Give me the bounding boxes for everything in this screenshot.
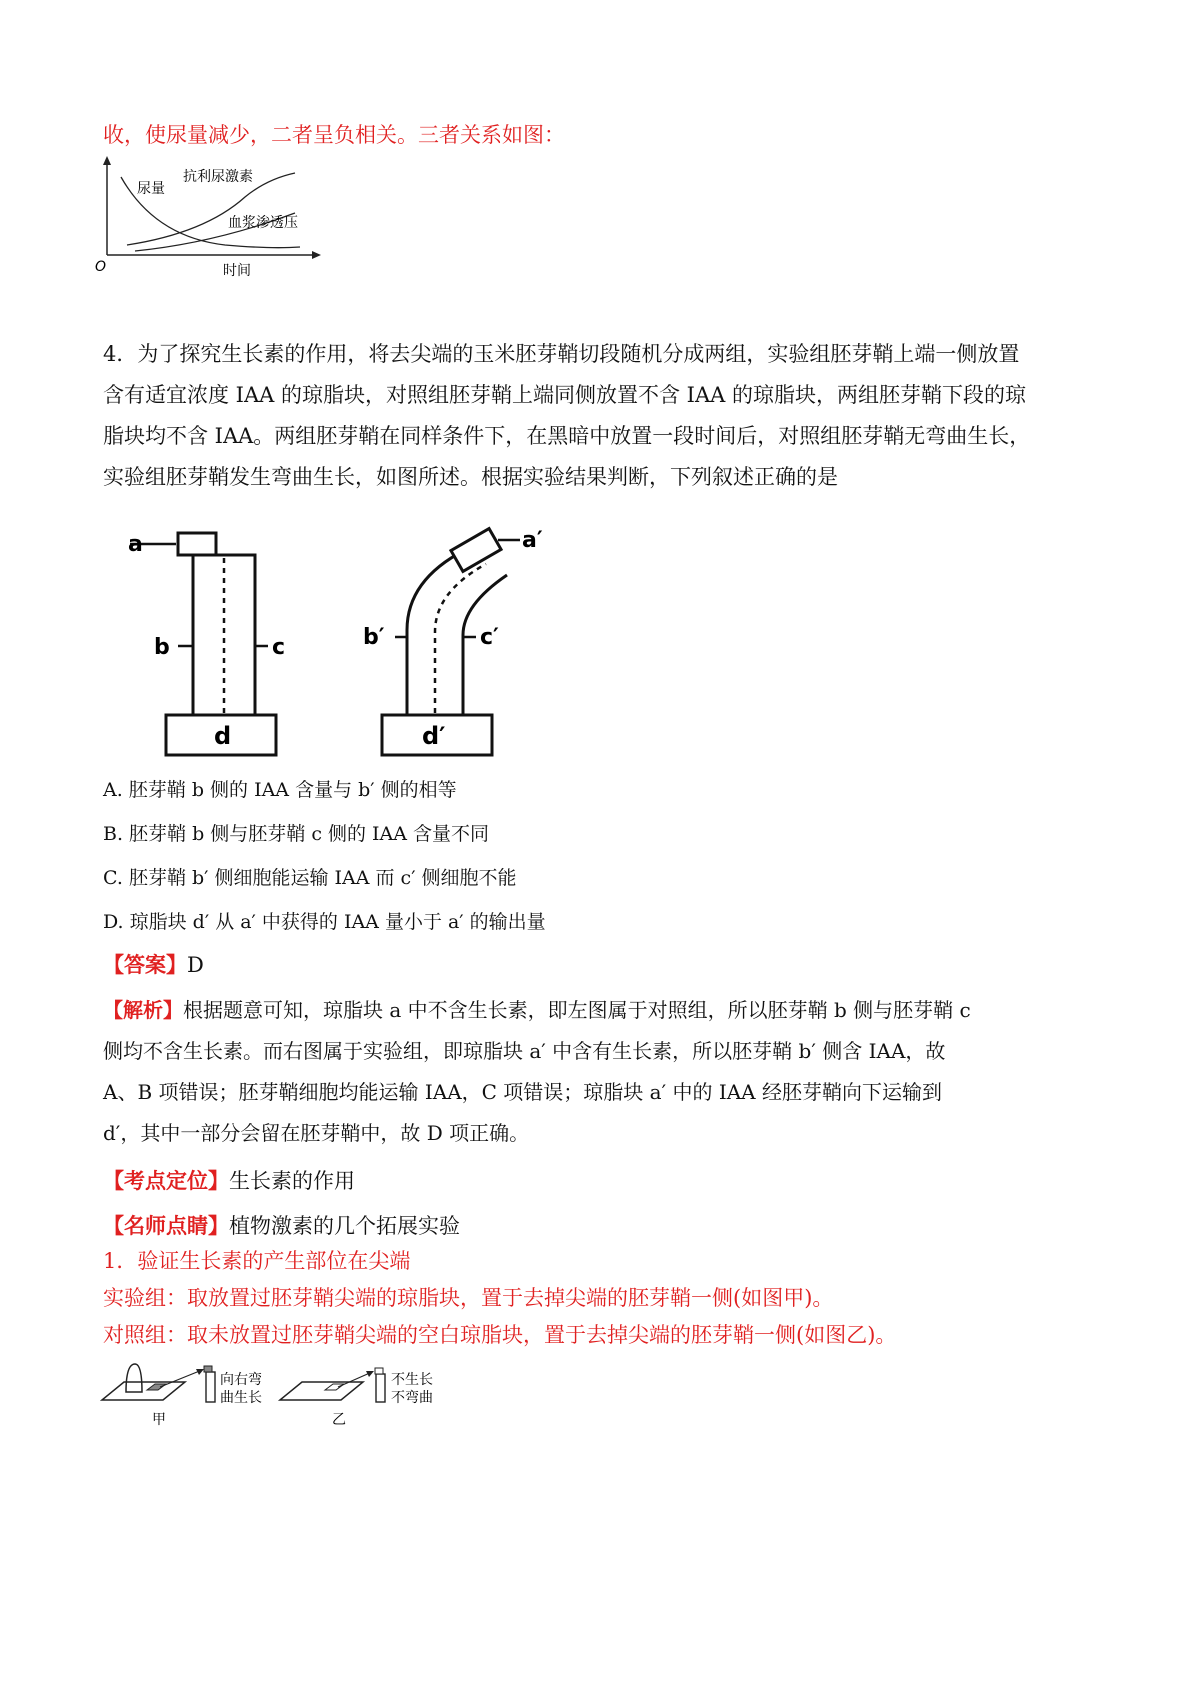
yi-plate [280, 1382, 363, 1400]
label-d-prime: d′ [422, 722, 446, 750]
question-stem [103, 334, 1033, 498]
label-d: d [214, 722, 232, 750]
label-c-prime: c′ [480, 625, 499, 650]
yi-result-1: 不生长 [391, 1372, 433, 1388]
curve-label-osmotic: 血浆渗透压 [228, 215, 298, 231]
yi-label: 乙 [332, 1412, 346, 1428]
option-d: D. 琼脂块 d′ 从 a′ 中获得的 IAA 量小于 a′ 的输出量 [103, 911, 546, 933]
graph-xlabel: 时间 [223, 263, 251, 279]
label-b-prime: b′ [363, 625, 385, 650]
answer-line [103, 950, 204, 980]
analysis-text: 根据题意可知，琼脂块 a 中不含生长素，即左图属于对照组，所以胚芽鞘 b 侧与胚芽鞘 c 侧均不含生长素。而右图属于实验组，即琼脂块 a′ 中含有生长素，所以胚芽鞘 b′ 侧含 IAA，故 A、B 项错误；胚芽鞘细胞均能运输 IAA，C 项错误；琼脂块 a′ 中的 IAA 经胚芽鞘向下运输到 d′，其中一部分会留在胚芽鞘中，故 D 项正确。 [103, 998, 971, 1145]
graph-y-arrow [103, 156, 111, 165]
label-b: b [154, 635, 170, 660]
jia-result-2: 曲生长 [220, 1390, 262, 1406]
answer-label: 【答案】 [103, 952, 187, 977]
question-number: 4． [103, 342, 138, 366]
jia-agar-block [147, 1384, 166, 1390]
answer-value: D [187, 953, 204, 977]
label-a: a [128, 532, 143, 557]
control-group: 对照组：取未放置过胚芽鞘尖端的空白琼脂块，置于去掉尖端的胚芽鞘一侧(如图乙)。 [103, 1323, 897, 1347]
dianjing-value: 植物激素的几个拓展实验 [229, 1214, 460, 1238]
agar-block-a [178, 533, 216, 555]
kaodian-line [103, 1166, 355, 1196]
yi-coleoptile-segment [376, 1374, 385, 1402]
yi-result-2: 不弯曲 [391, 1390, 433, 1406]
curve-label-adh: 抗利尿激素 [183, 169, 253, 185]
jia-result-1: 向右弯 [220, 1372, 262, 1388]
option-c: C. 胚芽鞘 b′ 侧细胞能运输 IAA 而 c′ 侧细胞不能 [103, 867, 517, 889]
question-text: 为了探究生长素的作用，将去尖端的玉米胚芽鞘切段随机分成两组，实验组胚芽鞘上端一侧放置含有适宜浓度 IAA 的琼脂块，对照组胚芽鞘上端同侧放置不含 IAA 的琼脂块，两组胚芽鞘下段的琼脂块均不含 IAA。两组胚芽鞘在同样条件下，在黑暗中放置一段时间后，对照组胚芽鞘无弯曲生长，实验组胚芽鞘发生弯曲生长，如图所述。根据实验结果判断，下列叙述正确的是 [103, 342, 1031, 489]
relationship-graph [95, 155, 325, 280]
jia-coleoptile-segment [206, 1372, 215, 1402]
dianjing-line [103, 1211, 460, 1241]
analysis-label: 【解析】 [103, 998, 183, 1022]
coleoptile-figure [120, 520, 550, 765]
experiment-group: 实验组：取放置过胚芽鞘尖端的琼脂块，置于去掉尖端的胚芽鞘一侧(如图甲)。 [103, 1286, 834, 1310]
label-a-prime: a′ [522, 528, 543, 553]
kaodian-value: 生长素的作用 [229, 1169, 355, 1193]
option-b: B. 胚芽鞘 b 侧与胚芽鞘 c 侧的 IAA 含量不同 [103, 823, 490, 845]
yi-agar-block [325, 1384, 344, 1390]
figure-jia [102, 1364, 262, 1428]
label-c: c [272, 635, 286, 660]
graph-x-arrow [312, 251, 321, 259]
experiment-figures [100, 1358, 460, 1428]
control-coleoptile [128, 532, 285, 755]
experiment-title: 1．验证生长素的产生部位在尖端 [103, 1249, 411, 1273]
jia-plate [102, 1382, 185, 1400]
jia-coleoptile-tip [126, 1364, 142, 1392]
experimental-coleoptile [363, 528, 543, 755]
kaodian-label: 【考点定位】 [103, 1168, 229, 1193]
jia-label: 甲 [152, 1412, 166, 1428]
figure-yi [280, 1368, 433, 1428]
dianjing-label: 【名师点睛】 [103, 1213, 229, 1238]
analysis-block [103, 990, 983, 1154]
curve-label-urine: 尿量 [137, 181, 165, 197]
option-a: A. 胚芽鞘 b 侧的 IAA 含量与 b′ 侧的相等 [103, 779, 457, 801]
intro-line: 收，使尿量减少，二者呈负相关。三者关系如图： [103, 123, 565, 147]
agar-block-a-prime [451, 529, 501, 572]
graph-origin: O [95, 259, 107, 275]
